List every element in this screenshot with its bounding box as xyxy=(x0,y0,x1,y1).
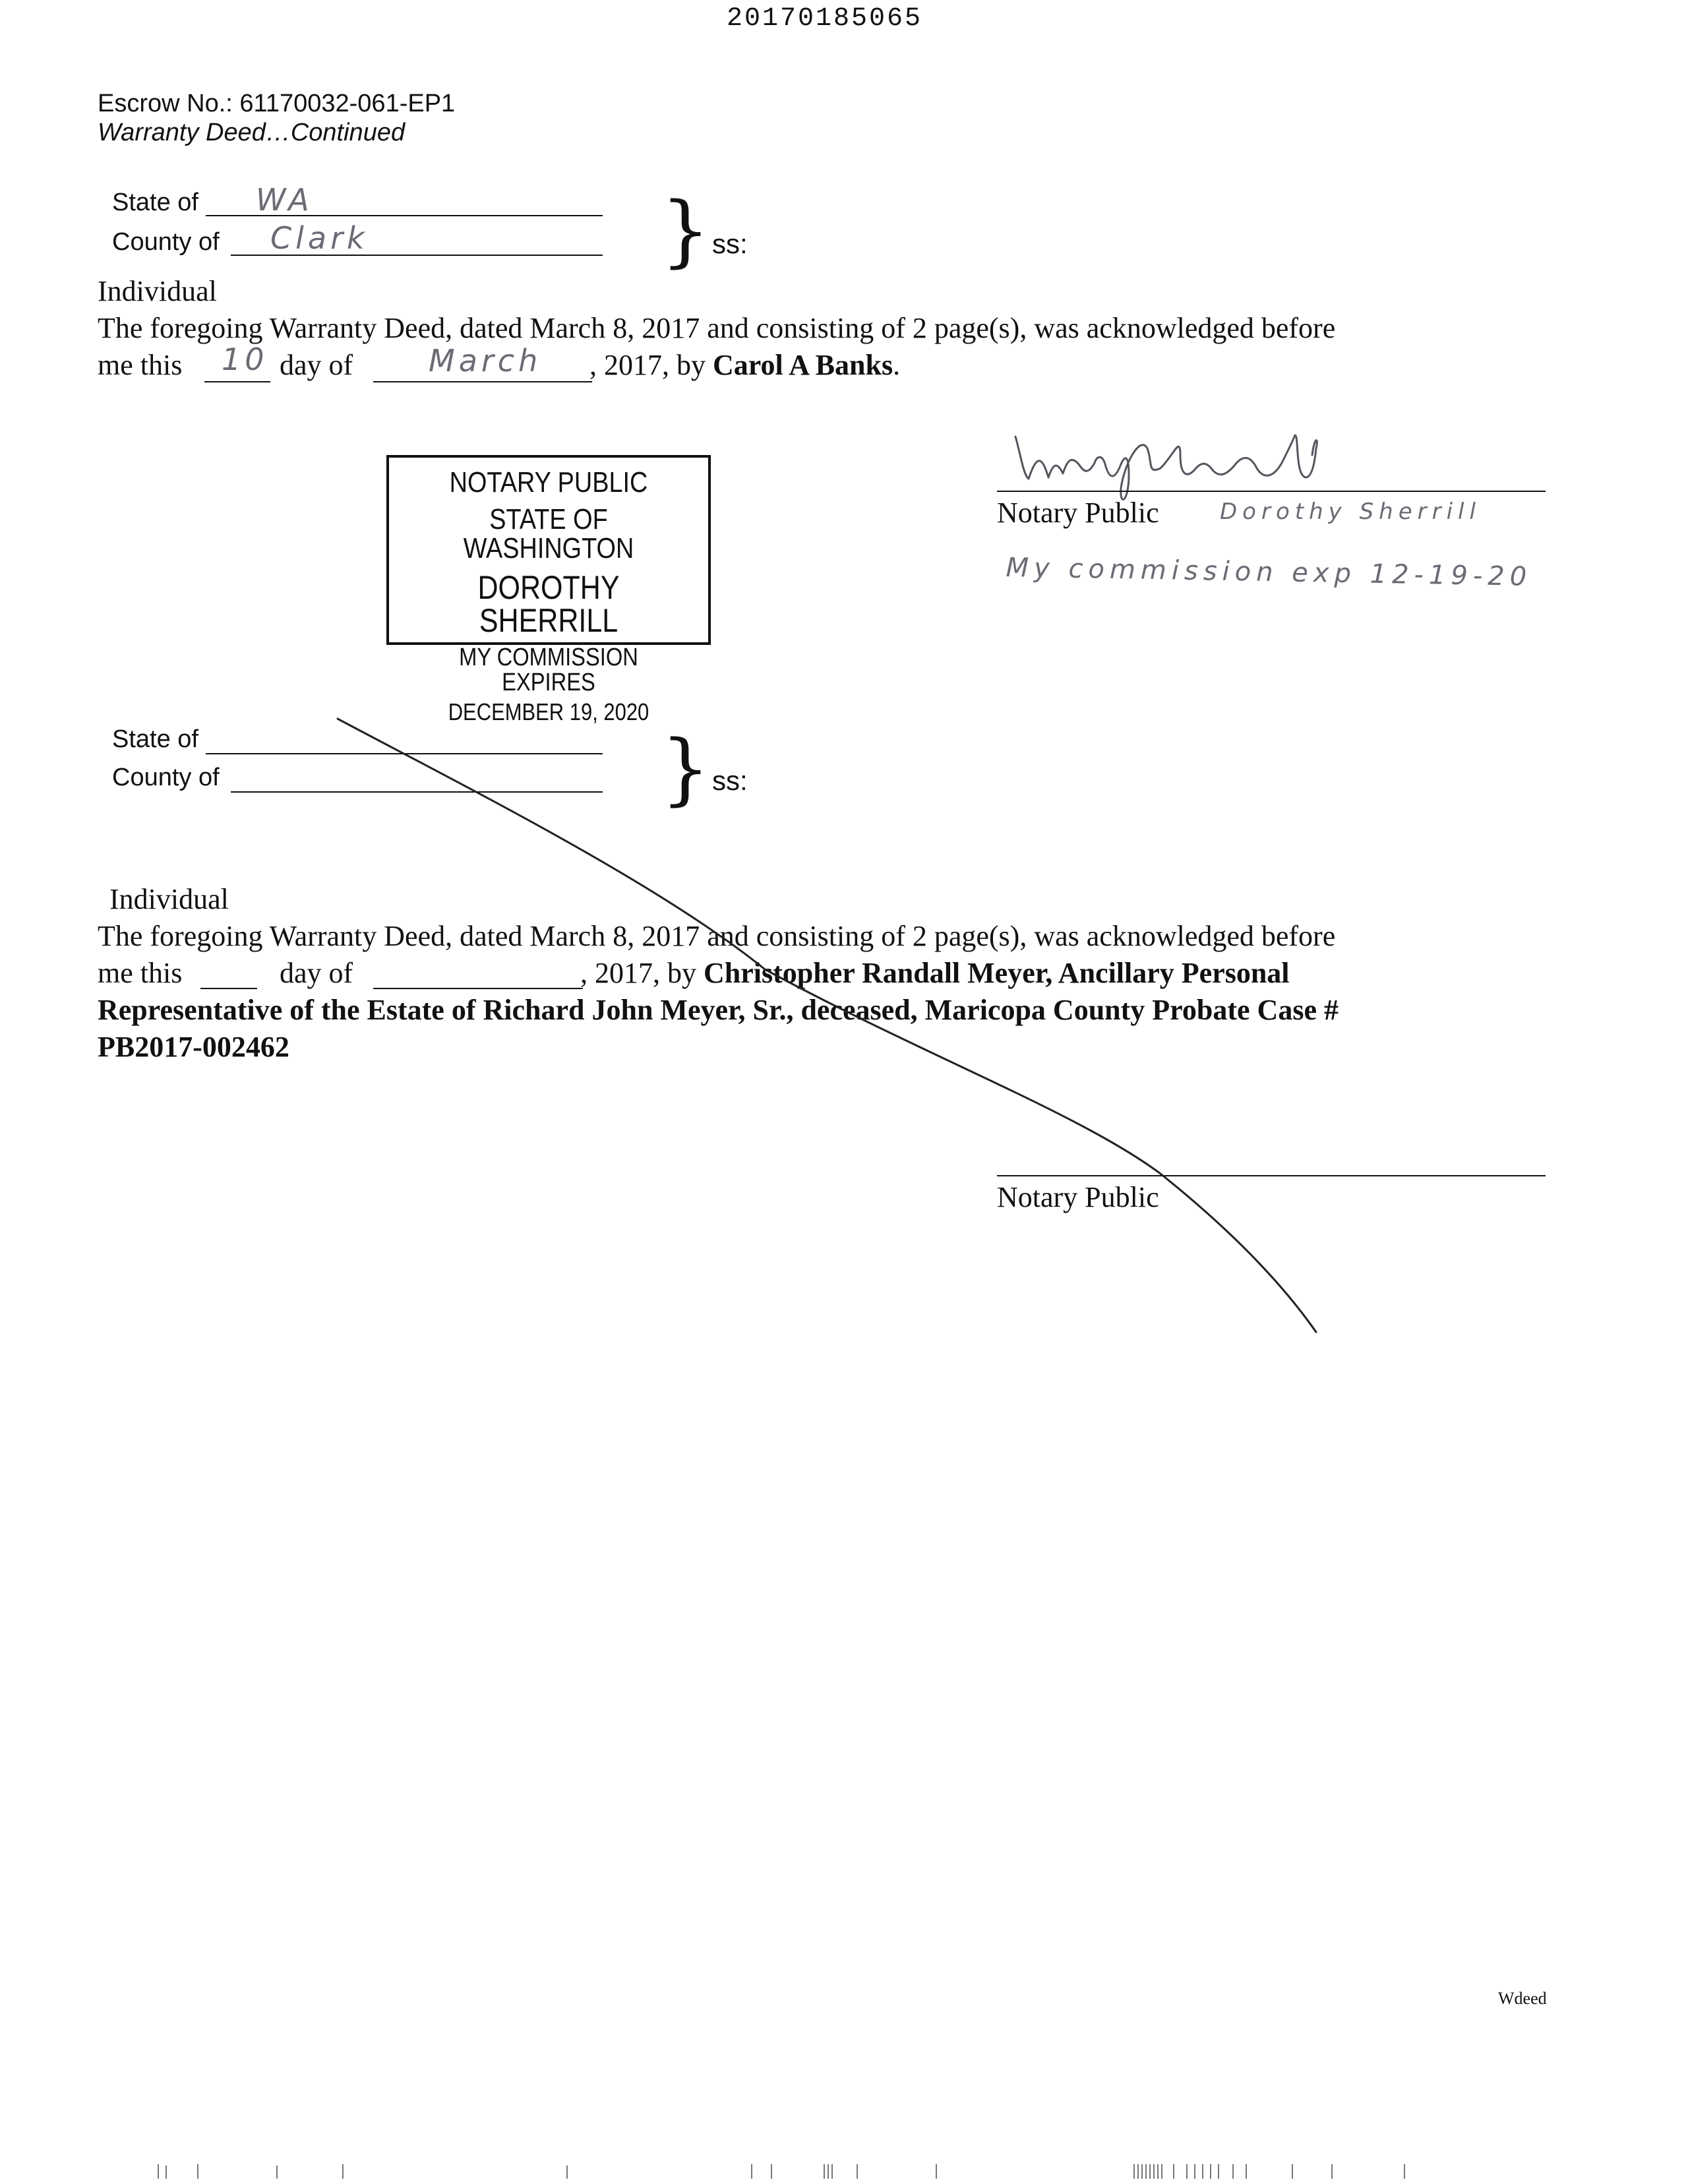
ack2-party-part3: PB2017-002462 xyxy=(98,1031,289,1063)
stamp-line-5: DECEMBER 19, 2020 xyxy=(448,698,649,725)
ack2-day-underline xyxy=(200,988,257,989)
ack1-day-underline xyxy=(204,381,270,382)
ack2-year-by: , 2017, by xyxy=(580,957,696,989)
ack1-county-label: County of xyxy=(112,228,220,256)
ack1-me-this: me this xyxy=(98,349,183,381)
stamp-line-2: STATE OF WASHINGTON xyxy=(463,503,634,564)
ack2-party-part2: Representative of the Estate of Richard John Meyer, Sr., deceased, Maricopa County Probate Case # xyxy=(98,994,1339,1026)
notary-stamp xyxy=(386,455,711,725)
ack2-state-underline xyxy=(206,753,603,754)
ack1-notary-public-label: Notary Public xyxy=(997,497,1159,529)
document-subtitle: Warranty Deed…Continued xyxy=(98,119,406,146)
ack2-me-this: me this xyxy=(98,957,183,989)
document-number: 20170185065 xyxy=(727,4,923,34)
ack1-county-value: Clark xyxy=(270,220,369,256)
ack2-notary-public-label: Notary Public xyxy=(997,1181,1159,1213)
ack1-state-value: WA xyxy=(256,182,313,218)
ack1-line2 xyxy=(98,347,182,384)
ack2-year-line xyxy=(580,955,1290,992)
ack2-state-label: State of xyxy=(112,725,198,753)
ack2-type: Individual xyxy=(109,883,229,915)
ack1-year-by-line xyxy=(589,347,900,384)
ack2-ss: ss: xyxy=(712,765,748,796)
ack1-month-underline xyxy=(373,381,592,382)
ack2-day-of: day of xyxy=(280,957,353,989)
escrow-line xyxy=(98,90,455,118)
ack2-county-label: County of xyxy=(112,764,220,791)
stamp-line-4: MY COMMISSION EXPIRES xyxy=(459,644,638,696)
ack2-brace: } xyxy=(661,723,711,814)
ack1-month-value: March xyxy=(429,343,542,379)
ack1-notary-printed-name: Dorothy Sherrill xyxy=(1220,499,1481,525)
ack2-party-part1: Christopher Randall Meyer, Ancillary Personal xyxy=(704,957,1290,989)
stamp-line-1: NOTARY PUBLIC xyxy=(449,466,648,499)
ack1-signature-line xyxy=(997,491,1546,492)
ack1-type: Individual xyxy=(98,275,217,307)
ack1-brace: } xyxy=(661,185,711,276)
escrow-label: Escrow No.: xyxy=(98,90,233,117)
ack2-line1: The foregoing Warranty Deed, dated March 8, 2017 and consisting of 2 page(s), was acknowledged before xyxy=(98,920,1336,952)
ack1-year-by: , 2017, by xyxy=(589,349,706,381)
ack1-day-value: 10 xyxy=(222,342,268,377)
ack1-day-of: day of xyxy=(280,349,353,381)
ack1-party-end: . xyxy=(893,349,901,381)
ack1-ss: ss: xyxy=(712,228,748,259)
stamp-line-3: DOROTHY SHERRILL xyxy=(477,569,620,639)
ack1-line1: The foregoing Warranty Deed, dated March 8, 2017 and consisting of 2 page(s), was acknowledged before xyxy=(98,312,1336,344)
ack1-commission-note: My commission exp 12-19-20 xyxy=(1006,553,1532,592)
ack2-month-underline xyxy=(373,988,583,989)
form-code: Wdeed xyxy=(1498,1989,1547,2008)
escrow-number: 61170032-061-EP1 xyxy=(239,90,456,117)
ack2-signature-line xyxy=(997,1175,1546,1176)
ack1-party: Carol A Banks xyxy=(713,349,893,381)
ack1-state-label: State of xyxy=(112,189,198,216)
ack2-county-underline xyxy=(231,791,603,793)
